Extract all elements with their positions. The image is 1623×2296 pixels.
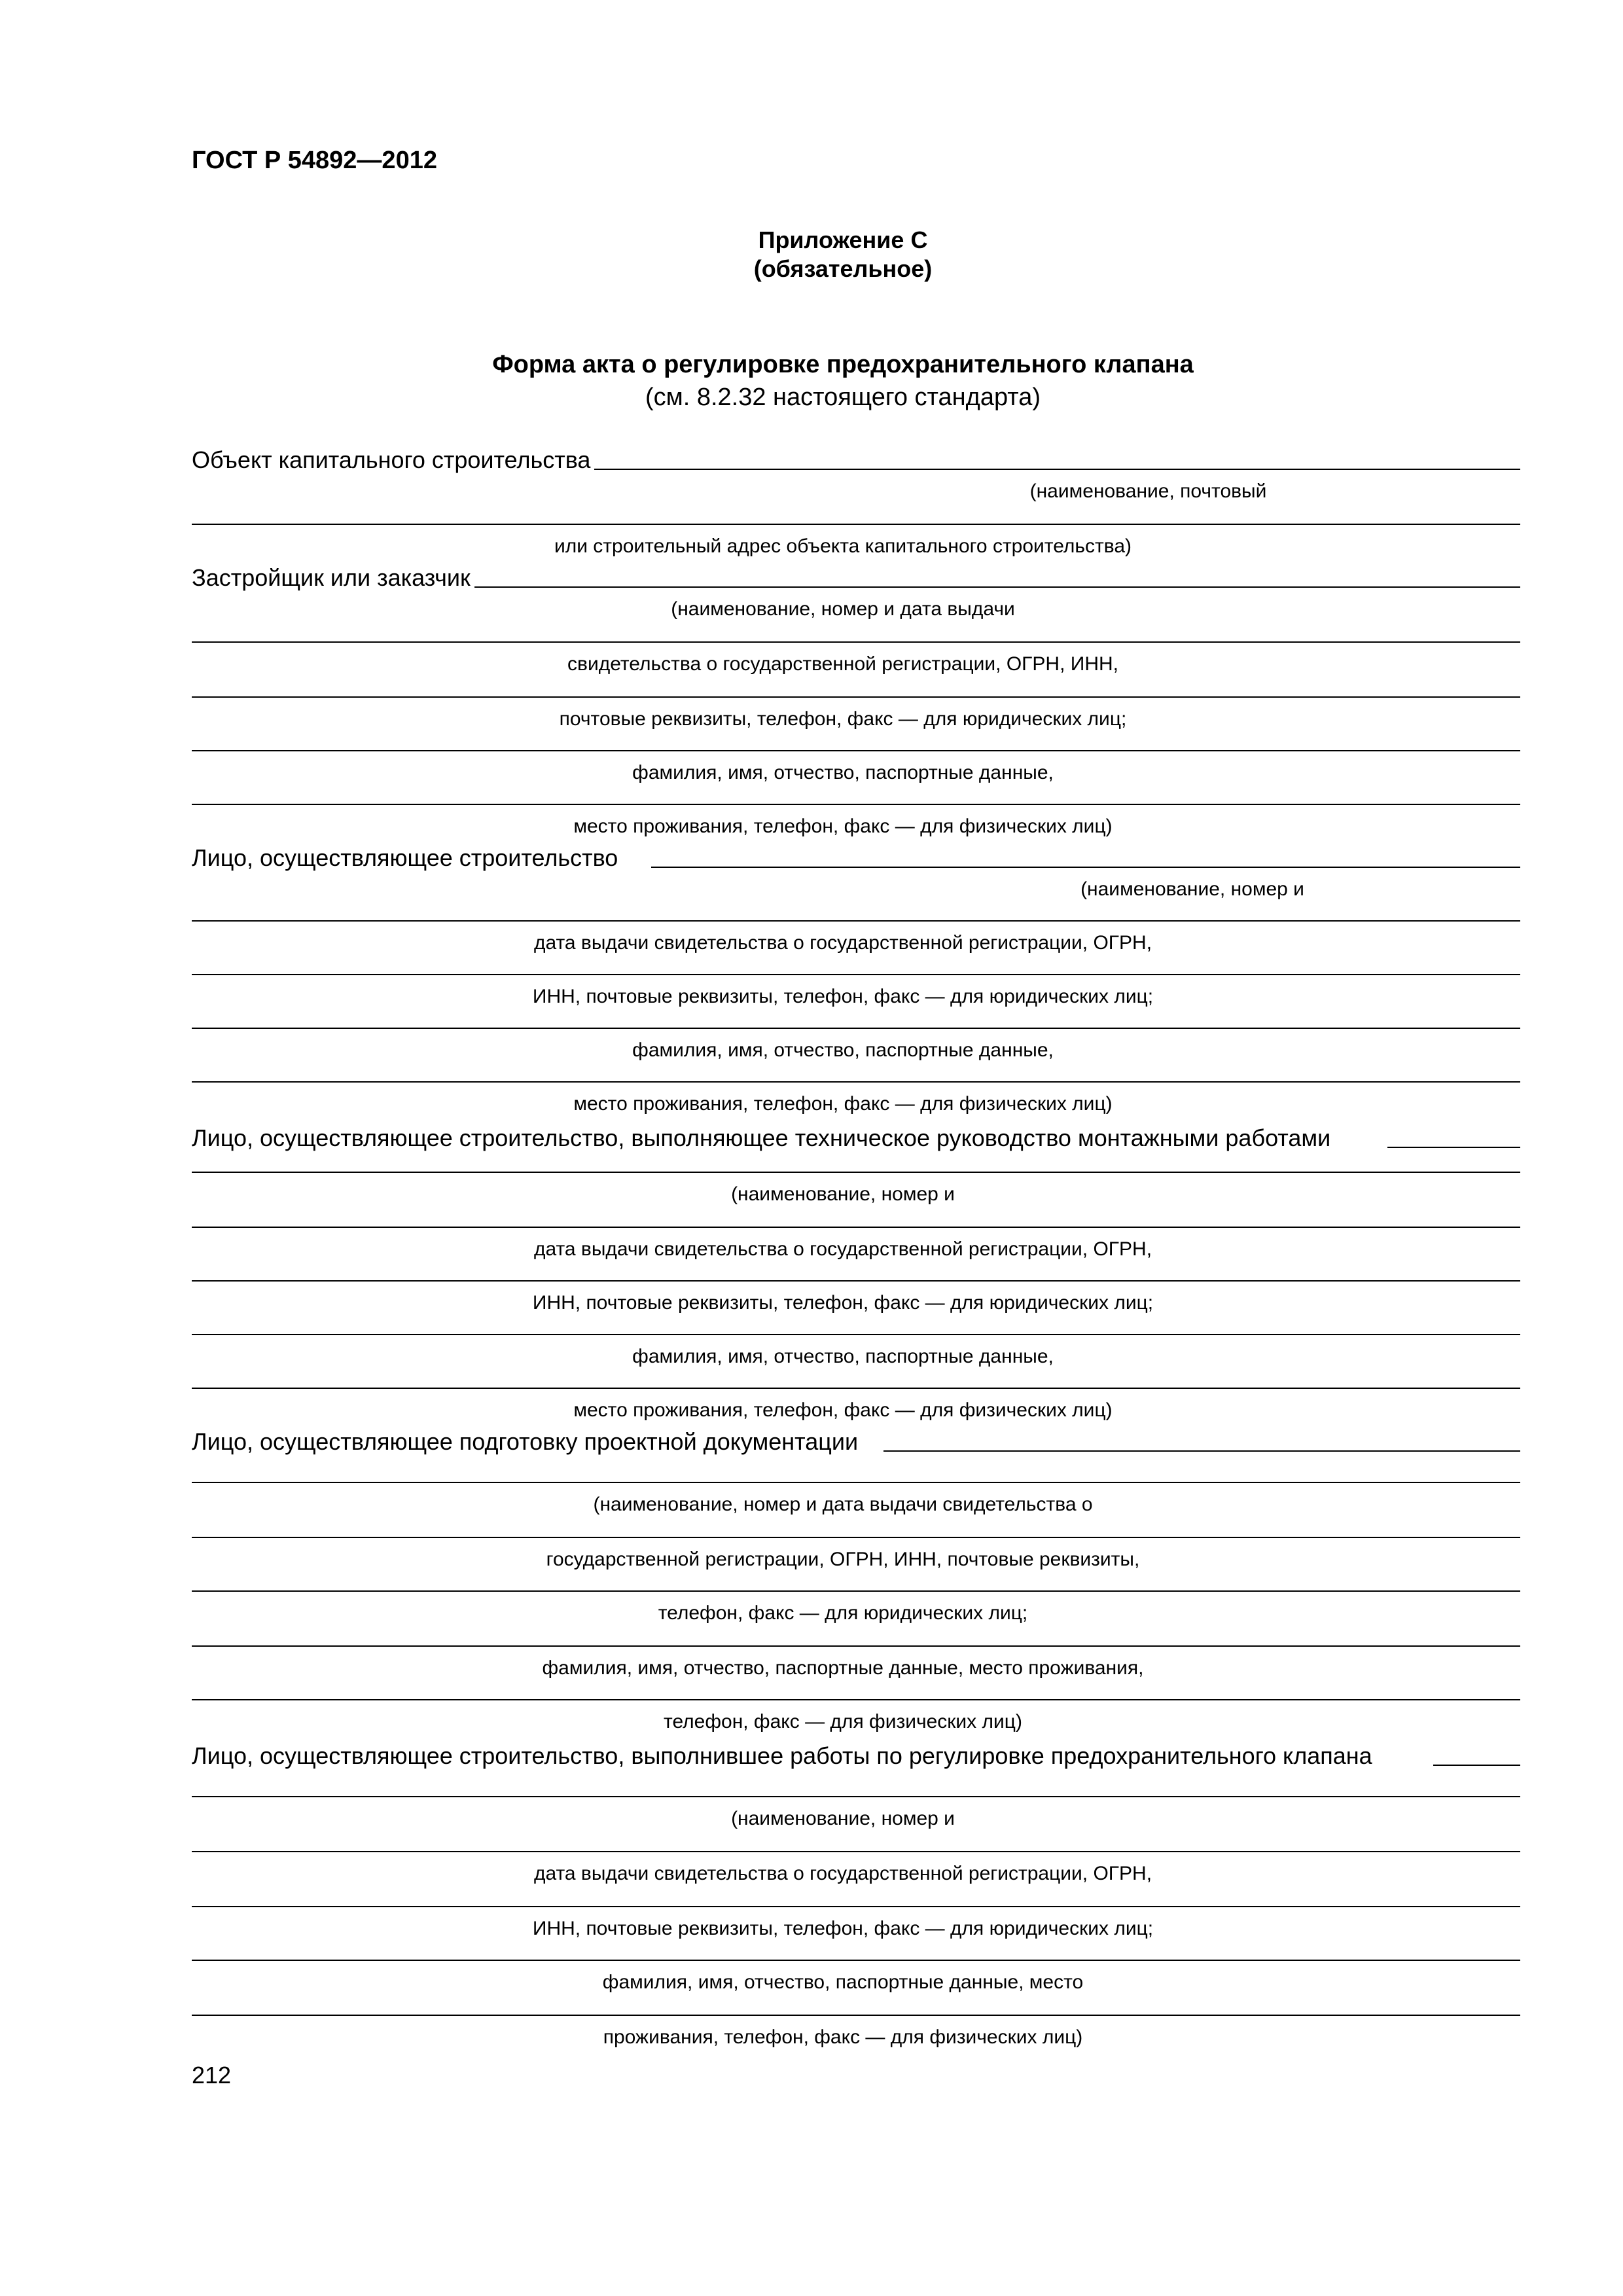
annex-status: (обязательное) <box>753 255 933 282</box>
fill-line <box>192 2015 1520 2016</box>
field-caption: телефон, факс — для физических лиц) <box>664 1711 1022 1732</box>
field-caption: дата выдачи свидетельства о государственной регистрации, ОГРН, <box>533 932 1152 954</box>
fill-line <box>192 920 1520 922</box>
fill-line <box>192 696 1520 698</box>
standard-number: ГОСТ Р 54892—2012 <box>192 147 437 174</box>
field-caption: или строительный адрес объекта капитального строительства) <box>554 535 1132 557</box>
field-caption: фамилия, имя, отчество, паспортные данные, <box>632 762 1054 783</box>
fill-line <box>651 867 1520 868</box>
page-number: 212 <box>192 2062 232 2089</box>
fill-line <box>192 1081 1520 1083</box>
fill-line <box>192 1227 1520 1228</box>
field-caption: проживания, телефон, факс — для физических лиц) <box>603 2026 1083 2048</box>
form-title: Форма акта о регулировке предохранительного клапана <box>492 351 1194 378</box>
field-caption: дата выдачи свидетельства о государственной регистрации, ОГРН, <box>533 1238 1152 1260</box>
fill-line <box>192 1851 1520 1852</box>
field-caption: ИНН, почтовые реквизиты, телефон, факс — для юридических лиц; <box>532 986 1154 1007</box>
fill-line <box>192 1590 1520 1592</box>
fill-line <box>192 1172 1520 1173</box>
fill-line <box>883 1450 1520 1452</box>
field-caption: дата выдачи свидетельства о государственной регистрации, ОГРН, <box>533 1863 1152 1884</box>
fill-line <box>192 524 1520 525</box>
field-caption: фамилия, имя, отчество, паспортные данные, <box>632 1039 1054 1061</box>
fill-line <box>192 1537 1520 1538</box>
fill-line <box>192 750 1520 751</box>
fill-line <box>1433 1765 1520 1766</box>
fill-line <box>192 1482 1520 1483</box>
field-caption: (наименование, номер и <box>1080 878 1304 900</box>
form-subtitle: (см. 8.2.32 настоящего стандарта) <box>645 384 1041 411</box>
field-caption: (наименование, номер и дата выдачи свидетельства о <box>593 1494 1093 1515</box>
field-caption: (наименование, почтовый <box>1029 480 1267 502</box>
field-caption: (наименование, номер и дата выдачи <box>671 598 1015 620</box>
fill-line <box>192 1280 1520 1282</box>
field-caption: ИНН, почтовые реквизиты, телефон, факс — для юридических лиц; <box>532 1292 1154 1314</box>
section-label-developer: Застройщик или заказчик <box>192 564 474 592</box>
fill-line <box>1387 1147 1520 1148</box>
field-caption: (наименование, номер и <box>731 1808 955 1829</box>
fill-line <box>192 804 1520 805</box>
field-caption: фамилия, имя, отчество, паспортные данные, место проживания, <box>542 1657 1144 1679</box>
fill-line <box>192 1796 1520 1797</box>
fill-line <box>192 1960 1520 1961</box>
fill-line <box>192 1645 1520 1647</box>
fill-line <box>192 1699 1520 1700</box>
section-label-designer: Лицо, осуществляющее подготовку проектной документации <box>192 1428 859 1455</box>
field-caption: телефон, факс — для юридических лиц; <box>658 1602 1028 1624</box>
field-caption: ИНН, почтовые реквизиты, телефон, факс — для юридических лиц; <box>532 1918 1154 1939</box>
field-caption: место проживания, телефон, факс — для физических лиц) <box>573 1399 1113 1421</box>
fill-line <box>192 1334 1520 1335</box>
fill-line <box>192 974 1520 975</box>
field-caption: фамилия, имя, отчество, паспортные данные, <box>632 1346 1054 1367</box>
fill-line <box>192 1906 1520 1907</box>
field-caption: почтовые реквизиты, телефон, факс — для юридических лиц; <box>559 708 1127 730</box>
section-label-valve-adjuster: Лицо, осуществляющее строительство, выполнившее работы по регулировке предохранительного клапана <box>192 1742 1376 1770</box>
fill-line <box>192 1388 1520 1389</box>
section-label-object: Объект капитального строительства <box>192 446 594 474</box>
section-label-installation-supervisor: Лицо, осуществляющее строительство, выполняющее техническое руководство монтажными работами <box>192 1124 1334 1152</box>
field-caption: государственной регистрации, ОГРН, ИНН, почтовые реквизиты, <box>546 1549 1140 1570</box>
field-caption: (наименование, номер и <box>731 1183 955 1205</box>
section-label-builder: Лицо, осуществляющее строительство <box>192 844 622 872</box>
fill-line <box>192 1028 1520 1029</box>
annex-title: Приложение С <box>758 226 928 253</box>
field-caption: место проживания, телефон, факс — для физических лиц) <box>573 816 1113 837</box>
field-caption: свидетельства о государственной регистрации, ОГРН, ИНН, <box>567 653 1118 675</box>
field-caption: место проживания, телефон, факс — для физических лиц) <box>573 1093 1113 1115</box>
field-caption: фамилия, имя, отчество, паспортные данные, место <box>602 1971 1084 1993</box>
fill-line <box>192 641 1520 643</box>
